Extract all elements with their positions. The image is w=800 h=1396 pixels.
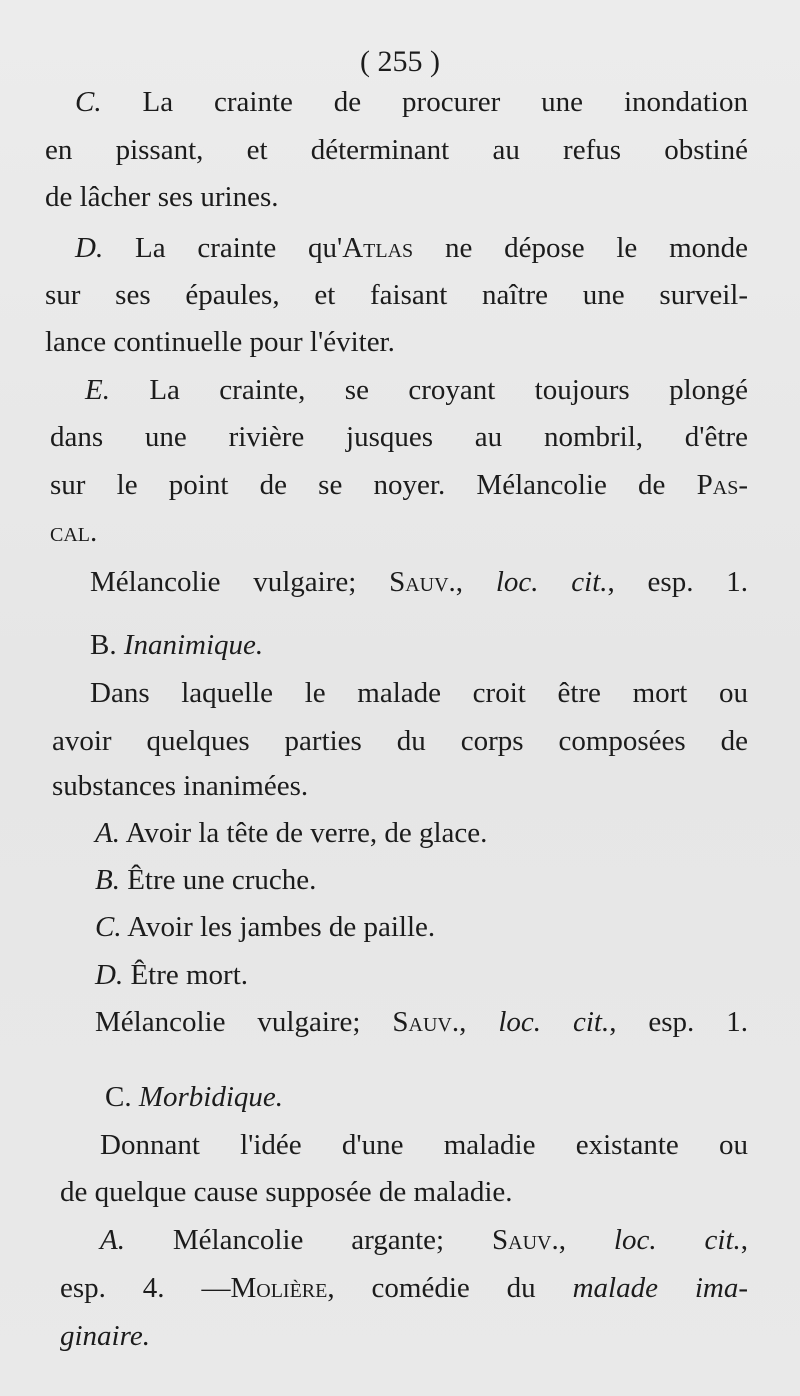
section-label: B. — [90, 629, 124, 661]
paragraph-e-line-1 — [85, 370, 748, 410]
section-c-heading — [105, 1077, 800, 1117]
text-span: Mélancolie vulgaire; — [95, 1006, 393, 1038]
item-letter: B. — [95, 864, 120, 896]
text-span: , — [455, 566, 496, 598]
section-b-line-3: substances inanimées. — [52, 770, 309, 802]
loc-cit: loc. cit. — [498, 1006, 610, 1038]
section-title: Morbidique. — [138, 1081, 284, 1113]
proper-name: Pas- — [696, 469, 748, 501]
text-span: sur le point de se noyer. Mélancolie de — [50, 469, 697, 501]
item-c-a-line-1 — [100, 1220, 748, 1260]
list-item — [95, 860, 800, 900]
page-number: ( 255 ) — [360, 45, 440, 78]
text-span: , — [558, 1224, 614, 1256]
text-span: Être une cruche. — [127, 864, 317, 896]
section-b-heading — [90, 625, 800, 665]
paragraph-d-line-1 — [75, 228, 748, 268]
text-span: La crainte de procurer une inondation — [142, 86, 748, 118]
text-span: Mélancolie argante; — [172, 1224, 493, 1256]
paragraph-c-line-1 — [75, 82, 748, 122]
italic-title: ginaire. — [60, 1320, 150, 1352]
item-letter: A. — [100, 1224, 125, 1256]
text-span: Avoir les jambes de paille. — [127, 911, 436, 943]
section-title: Inanimique. — [123, 629, 264, 661]
text-span: ne dépose le monde — [413, 232, 749, 264]
text-span: La crainte qu' — [134, 232, 343, 264]
item-letter: E. — [85, 374, 110, 406]
author-abbrev: Sauv. — [389, 566, 456, 598]
text-span: Mélancolie vulgaire; — [90, 566, 390, 598]
text-span: Être mort. — [130, 959, 249, 991]
item-c-a-line-3 — [60, 1316, 800, 1356]
item-letter: C. — [95, 911, 122, 943]
paragraph-c-line-3: de lâcher ses urines. — [45, 181, 279, 213]
item-letter: D. — [75, 232, 104, 264]
loc-cit: loc. cit. — [495, 566, 608, 598]
paragraph-e-line-3 — [50, 465, 748, 505]
reference-line-1 — [90, 562, 748, 602]
loc-cit: loc. cit. — [613, 1224, 741, 1256]
italic-title: malade ima- — [572, 1272, 748, 1304]
paragraph-e-line-4: cal. — [50, 516, 98, 548]
text-span: , — [740, 1224, 749, 1256]
proper-name: Atlas — [342, 232, 414, 264]
paragraph-d-line-2: sur ses épaules, et faisant naître une surveil- — [45, 279, 748, 311]
section-b-line-1: Dans laquelle le malade croit être mort ou — [90, 677, 748, 709]
proper-name: Molière — [230, 1272, 328, 1304]
paragraph-c-line-2: en pissant, et déterminant au refus obstiné — [45, 134, 748, 166]
list-item — [95, 907, 800, 947]
section-label: C. — [105, 1081, 139, 1113]
text-span: La crainte, se croyant toujours plongé — [149, 374, 749, 406]
section-b-line-2: avoir quelques parties du corps composées de — [52, 725, 748, 757]
text-span: Avoir la tête de verre, de glace. — [125, 817, 488, 849]
section-c-line-1: Donnant l'idée d'une maladie existante ou — [100, 1129, 748, 1161]
paragraph-e-line-2: dans une rivière jusques au nombril, d'être — [50, 421, 748, 453]
list-item — [95, 813, 800, 853]
item-c-a-line-2 — [60, 1268, 748, 1308]
text-span: , — [459, 1006, 499, 1038]
text-span: esp. 4. — — [60, 1272, 231, 1304]
reference-line-2 — [95, 1002, 748, 1042]
paragraph-d-line-3: lance continuelle pour l'éviter. — [45, 326, 395, 358]
author-abbrev: Sauv. — [492, 1224, 559, 1256]
item-letter: C. — [75, 86, 102, 118]
item-letter: A. — [95, 817, 120, 849]
section-c-line-2: de quelque cause supposée de maladie. — [60, 1176, 513, 1208]
text-span: , comédie du — [327, 1272, 573, 1304]
author-abbrev: Sauv. — [392, 1006, 460, 1038]
item-letter: D. — [95, 959, 124, 991]
list-item — [95, 955, 800, 995]
text-span: , esp. 1. — [607, 566, 748, 598]
text-span: , esp. 1. — [609, 1006, 749, 1038]
